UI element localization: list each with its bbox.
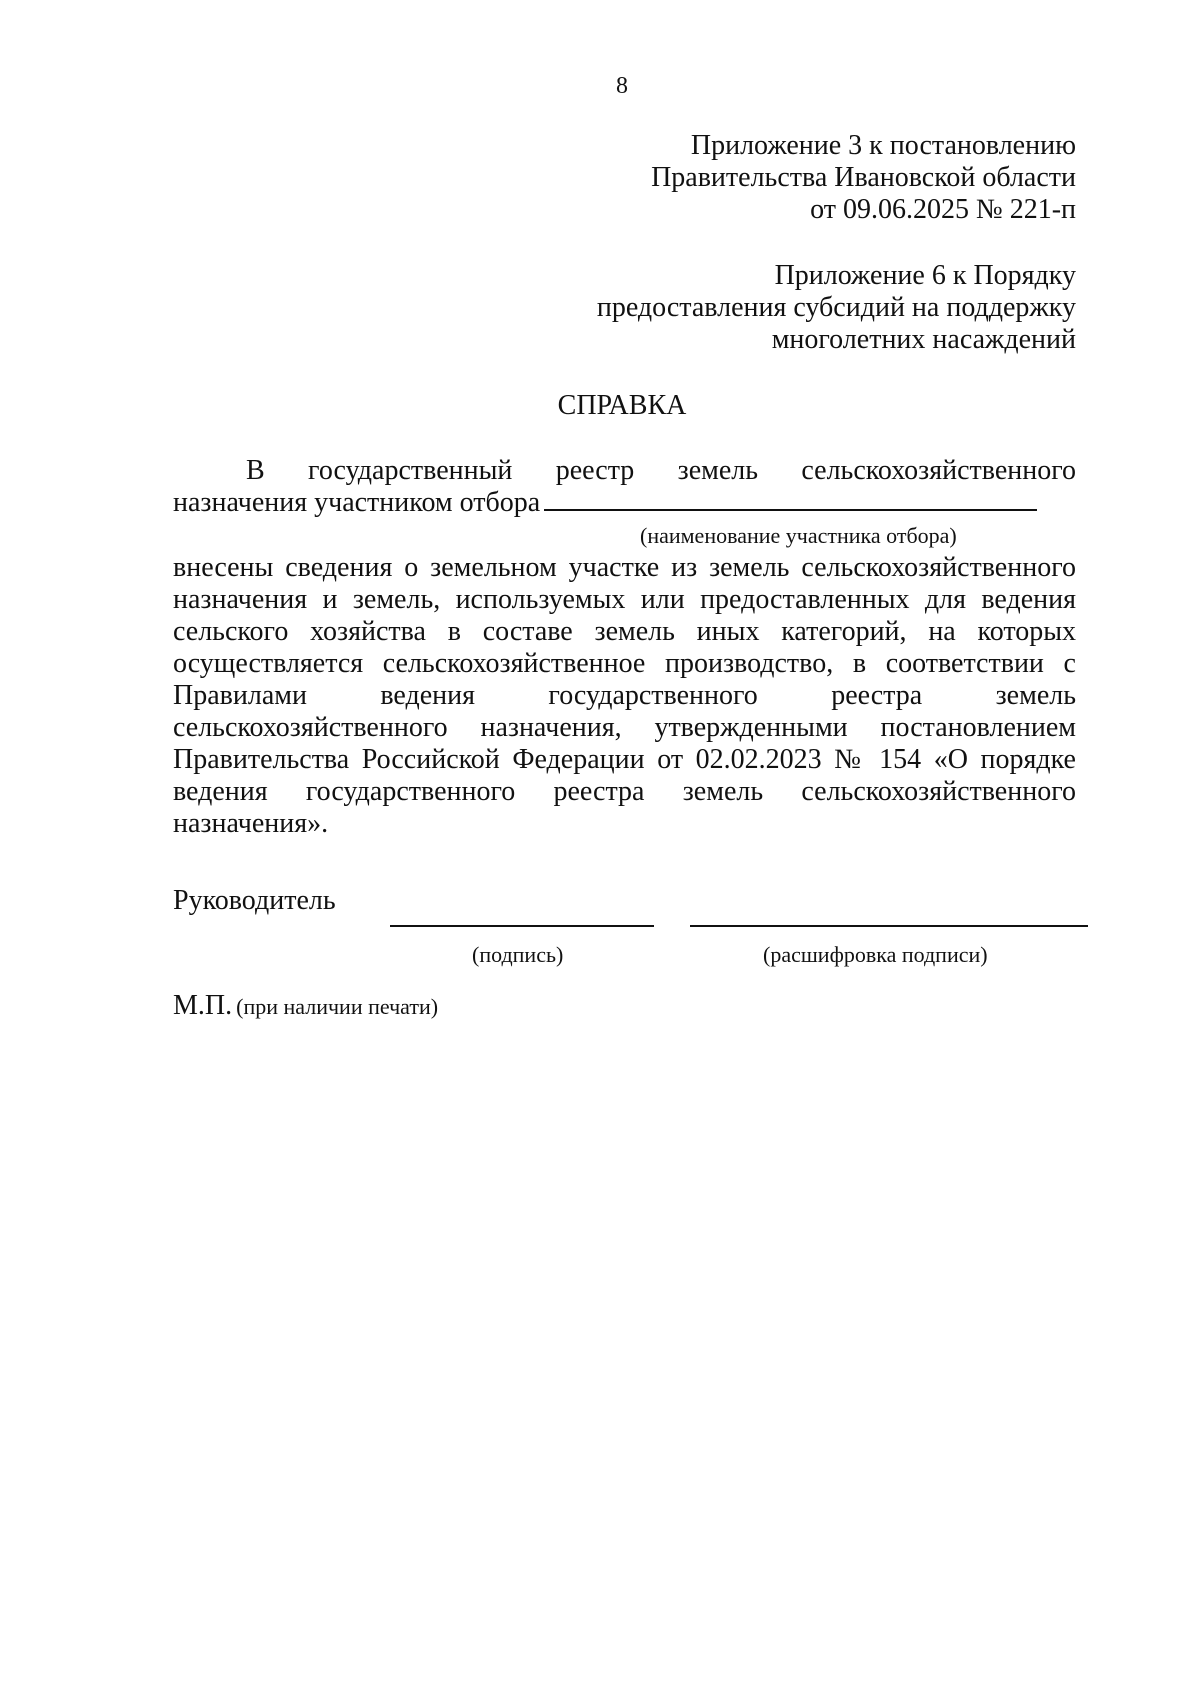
signature-decoding-blank[interactable] <box>690 925 1088 927</box>
appendix-line: Правительства Ивановской области <box>651 162 1076 193</box>
paragraph-line: сельского хозяйства в составе земель иных категорий, на которых <box>173 616 1076 647</box>
paragraph-line: В государственный реестр земель сельскохозяйственного <box>246 455 1076 486</box>
paragraph-line: Правилами ведения государственного реестра земель <box>173 680 1076 711</box>
stamp-label: М.П. <box>173 990 233 1021</box>
signature-caption: (подпись) <box>472 942 564 967</box>
participant-name-caption: (наименование участника отбора) <box>640 523 957 548</box>
paragraph-line: внесены сведения о земельном участке из земель сельскохозяйственного <box>173 552 1076 583</box>
appendix-line: Приложение 6 к Порядку <box>774 260 1076 291</box>
appendix-reference-resolution <box>651 130 1076 226</box>
document-title: СПРАВКА <box>557 390 687 421</box>
appendix-line: предоставления субсидий на поддержку <box>596 292 1076 323</box>
paragraph-last-line: назначения». <box>173 808 329 839</box>
intro-paragraph <box>173 455 1076 519</box>
stamp-note: (при наличии печати) <box>236 994 439 1019</box>
appendix-line: от 09.06.2025 № 221-п <box>810 194 1076 225</box>
main-paragraph <box>173 552 1076 840</box>
head-signature-label: Руководитель <box>173 885 336 916</box>
appendix-line: многолетних насаждений <box>771 324 1076 355</box>
paragraph-line: ведения государственного реестра земель сельскохозяйственного <box>173 776 1076 807</box>
paragraph-line: назначения и земель, используемых или предоставленных для ведения <box>173 584 1076 615</box>
paragraph-line-with-blank <box>173 487 1076 519</box>
appendix-reference-procedure <box>597 260 1076 356</box>
paragraph-line: сельскохозяйственного назначения, утвержденными постановлением <box>173 712 1076 743</box>
signature-decoding-caption: (расшифровка подписи) <box>763 942 988 967</box>
paragraph-line: осуществляется сельскохозяйственное производство, в соответствии с <box>173 648 1076 679</box>
page-number: 8 <box>616 73 628 99</box>
appendix-line: Приложение 3 к постановлению <box>690 130 1076 161</box>
paragraph-line-text: назначения участником отбора <box>173 487 541 518</box>
stamp-placeholder <box>173 990 438 1022</box>
signature-blank[interactable] <box>390 925 654 927</box>
paragraph-line: Правительства Российской Федерации от 02.02.2023 № 154 «О порядке <box>173 744 1076 775</box>
participant-name-blank[interactable] <box>544 487 1037 511</box>
